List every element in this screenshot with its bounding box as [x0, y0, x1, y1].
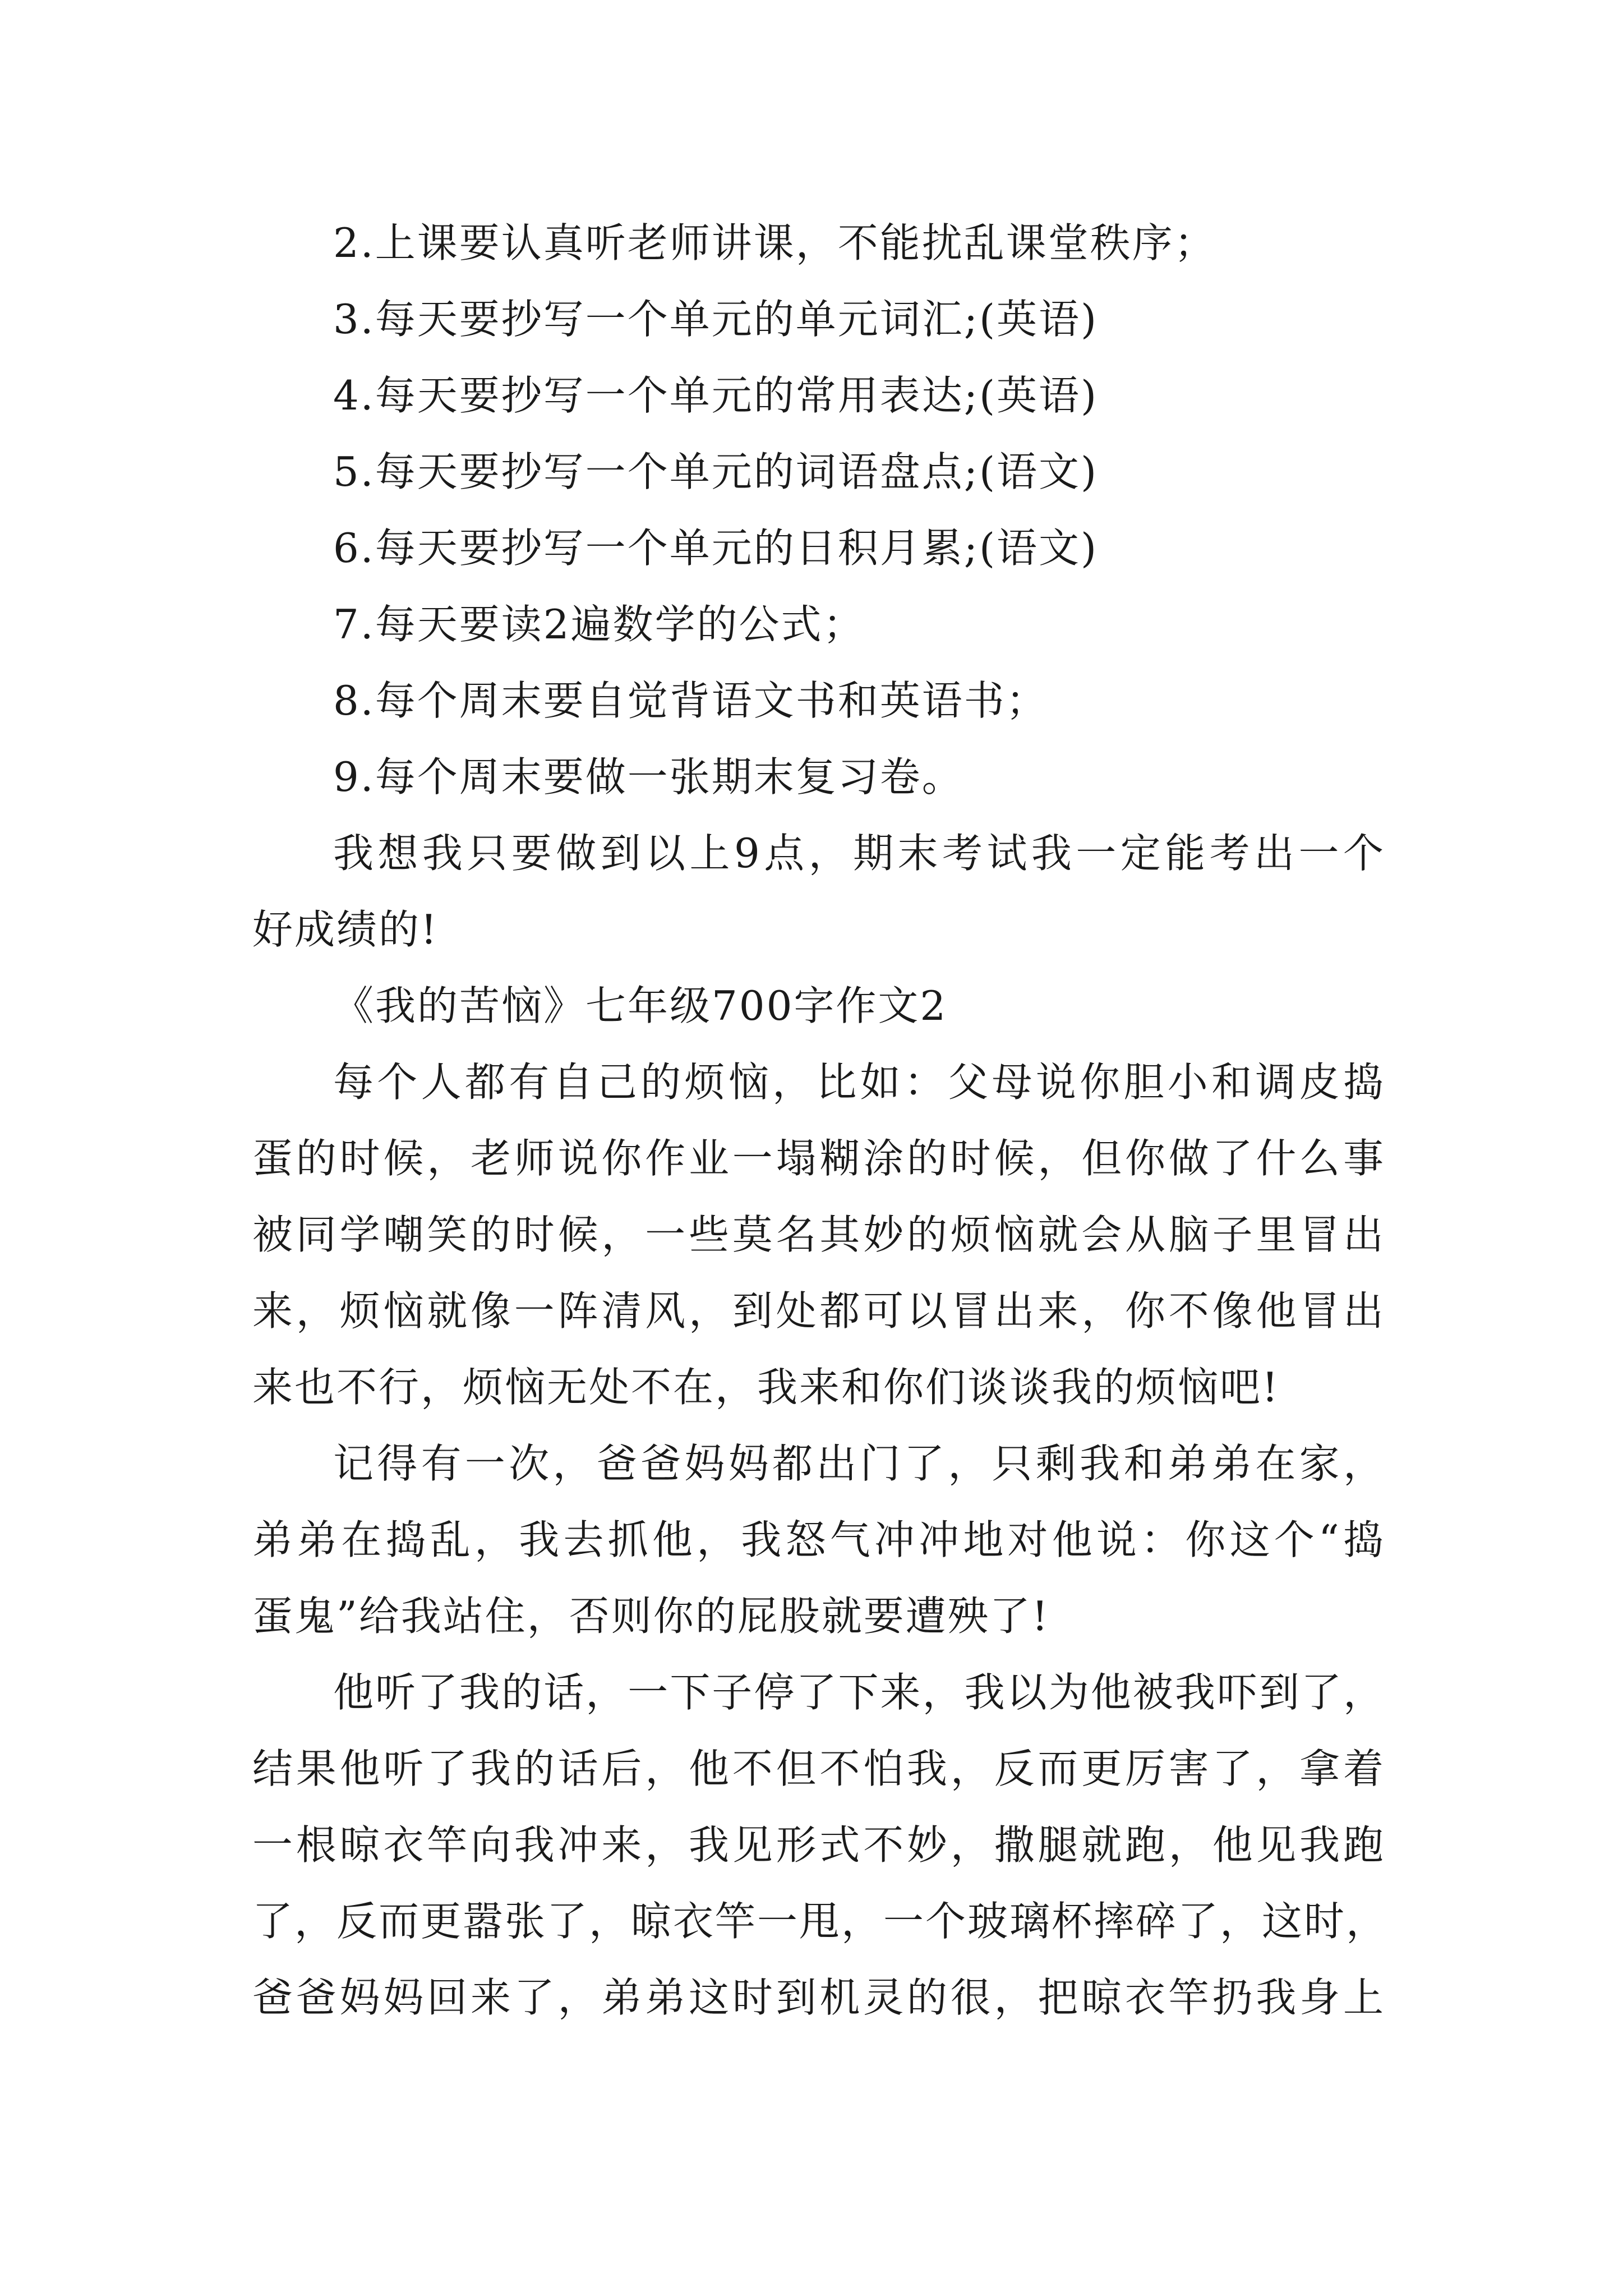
conclusion-line: 好成绩的!: [252, 906, 439, 953]
essay-title: 《我的苦恼》七年级700字作文2: [333, 982, 948, 1029]
paragraph-line: 了，反而更嚣张了，晾衣竿一甩，一个玻璃杯摔碎了，这时，: [252, 1898, 1389, 1945]
paragraph-line: 每个人都有自己的烦恼，比如：父母说你胆小和调皮捣: [333, 1059, 1385, 1106]
list-item: 3.每天要抄写一个单元的单元词汇;(英语): [333, 296, 1099, 343]
paragraph-line: 一根晾衣竿向我冲来，我见形式不妙，撒腿就跑，他见我跑: [252, 1821, 1385, 1869]
conclusion-line: 我想我只要做到以上9点，期末考试我一定能考出一个: [333, 830, 1385, 877]
list-item: 5.每天要抄写一个单元的词语盘点;(语文): [333, 448, 1099, 495]
list-item: 2.上课要认真听老师讲课，不能扰乱课堂秩序；: [333, 219, 1216, 266]
list-item: 8.每个周末要自觉背语文书和英语书；: [333, 677, 1048, 724]
paragraph-line: 蛋的时候，老师说你作业一塌糊涂的时候，但你做了什么事: [252, 1135, 1385, 1182]
paragraph-line: 来，烦恼就像一阵清风，到处都可以冒出来，你不像他冒出: [252, 1287, 1385, 1335]
list-item: 7.每天要读2遍数学的公式；: [333, 601, 865, 648]
paragraph-line: 蛋鬼”给我站住，否则你的屁股就要遭殃了!: [252, 1593, 1050, 1640]
paragraph-line: 来也不行，烦恼无处不在，我来和你们谈谈我的烦恼吧!: [252, 1364, 1280, 1411]
paragraph-line: 结果他听了我的话后，他不但不怕我，反而更厉害了，拿着: [252, 1745, 1385, 1792]
document-page: [252, 205, 1389, 2036]
paragraph-line: 爸爸妈妈回来了，弟弟这时到机灵的很，把晾衣竿扔我身上: [252, 1974, 1385, 2021]
list-item: 9.每个周末要做一张期末复习卷。: [333, 753, 964, 800]
paragraph-line: 他听了我的话，一下子停了下来，我以为他被我吓到了，: [333, 1669, 1385, 1716]
paragraph-line: 弟弟在捣乱，我去抓他，我怒气冲冲地对他说：你这个“捣: [252, 1516, 1385, 1563]
list-item: 6.每天要抄写一个单元的日积月累;(语文): [333, 524, 1099, 572]
paragraph-line: 记得有一次，爸爸妈妈都出门了，只剩我和弟弟在家，: [333, 1440, 1385, 1487]
paragraph-line: 被同学嘲笑的时候，一些莫名其妙的烦恼就会从脑子里冒出: [252, 1211, 1385, 1258]
list-item: 4.每天要抄写一个单元的常用表达;(英语): [333, 372, 1099, 419]
